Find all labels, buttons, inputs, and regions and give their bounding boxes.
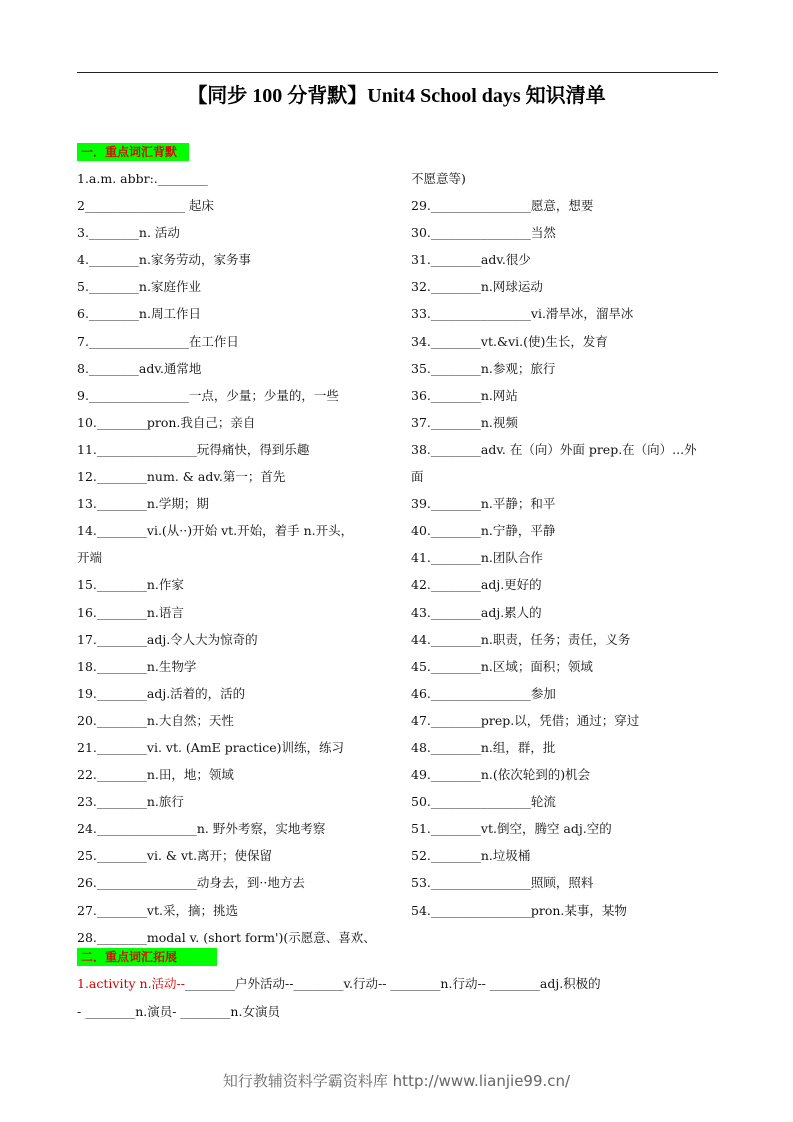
extension-line-1-rest: ________户外活动--________v.行动-- ________n.行动-- ________adj.积极的 xyxy=(185,976,601,991)
vocab-line: 14.________vi.(从··)开始 vt.开始，着手 n.开头， xyxy=(77,523,354,539)
vocab-line: 47.________prep.以，凭借；通过；穿过 xyxy=(411,712,640,728)
vocab-line: 28.________modal v. (short form')(示愿意、喜欢、 xyxy=(77,929,376,945)
footer-watermark: 知行教辅资料学霸资料库 http://www.lianjie99.cn/ xyxy=(222,1072,571,1090)
vocab-line: 19.________adj.活着的，活的 xyxy=(77,685,246,701)
vocab-line: 7.________________在工作日 xyxy=(77,333,239,349)
vocab-line: 44.________n.职责，任务；责任，义务 xyxy=(411,631,631,647)
vocab-line: 1.a.m. abbr:.________ xyxy=(77,171,208,186)
vocab-line: 8.________adv.通常地 xyxy=(77,360,202,376)
vocab-line: 45.________n.区域；面积；领域 xyxy=(411,658,593,674)
vocab-line: 36.________n.网站 xyxy=(411,387,518,403)
vocab-line: 17.________adj.令人大为惊奇的 xyxy=(77,631,258,647)
vocab-line: 27.________vt.采，摘；挑选 xyxy=(77,902,238,918)
vocab-line: 33.________________vi.滑旱冰，溜旱冰 xyxy=(411,306,634,322)
extension-headword: 1.activity n.活动-- xyxy=(77,976,185,991)
vocab-line: 不愿意等) xyxy=(411,171,466,186)
vocab-line: 50.________________轮流 xyxy=(411,794,556,810)
vocab-line: 6.________n.周工作日 xyxy=(77,306,201,322)
vocab-line: 32.________n.网球运动 xyxy=(411,279,543,295)
vocab-line: 30.________________当然 xyxy=(411,225,556,241)
vocab-line: 22.________n.田，地；领域 xyxy=(77,767,234,783)
vocab-line: 54.________________pron.某事，某物 xyxy=(411,902,627,918)
vocab-line: 39.________n.平静；和平 xyxy=(411,496,556,512)
vocab-line: 41.________n.团队合作 xyxy=(411,550,543,566)
extension-line-1 xyxy=(77,974,601,992)
vocab-line: 29.________________愿意，想要 xyxy=(411,198,594,214)
section-heading-extension: 二．重点词汇拓展 xyxy=(77,948,217,966)
vocab-line: 21.________vi. vt. (AmE practice)训练，练习 xyxy=(77,739,344,755)
vocab-line: 9.________________一点，少量；少量的，一些 xyxy=(77,387,339,403)
vocab-line: 48.________n.组，群，批 xyxy=(411,739,556,755)
vocab-line: 开端 xyxy=(77,550,103,566)
vocab-line: 52.________n.垃圾桶 xyxy=(411,848,531,864)
vocab-line: 43.________adj.累人的 xyxy=(411,604,542,620)
vocab-line: 面 xyxy=(411,469,424,485)
vocab-column-left xyxy=(77,165,397,951)
section-heading-vocab: 一．重点词汇背默 xyxy=(77,143,189,161)
vocab-line: 12.________num. & adv.第一；首先 xyxy=(77,469,286,485)
vocab-line: 37.________n.视频 xyxy=(411,414,518,430)
vocab-line: 16.________n.语言 xyxy=(77,604,184,620)
vocab-line: 3.________n. 活动 xyxy=(77,225,180,241)
vocab-line: 18.________n.生物学 xyxy=(77,658,197,674)
vocab-line: 4.________n.家务劳动，家务事 xyxy=(77,252,251,268)
vocab-line: 2________________ 起床 xyxy=(77,198,214,214)
vocab-line: 24.________________n. 野外考察，实地考察 xyxy=(77,821,326,837)
vocab-line: 13.________n.学期；期 xyxy=(77,496,209,512)
vocab-line: 53.________________照顾，照料 xyxy=(411,875,594,891)
vocab-line: 42.________adj.更好的 xyxy=(411,577,542,593)
vocab-line: 20.________n.大自然；天性 xyxy=(77,712,234,728)
vocab-line: 15.________n.作家 xyxy=(77,577,184,593)
vocab-line: 25.________vi. & vt.离开；使保留 xyxy=(77,848,273,864)
vocab-column-right xyxy=(411,165,721,924)
header-rule xyxy=(77,72,718,73)
vocab-line: 5.________n.家庭作业 xyxy=(77,279,201,295)
vocab-line: 40.________n.宁静，平静 xyxy=(411,523,556,539)
vocab-line: 35.________n.参观；旅行 xyxy=(411,360,556,376)
vocab-line: 23.________n.旅行 xyxy=(77,794,184,810)
vocab-line: 49.________n.(依次轮到的)机会 xyxy=(411,767,591,783)
vocab-line: 11.________________玩得痛快，得到乐趣 xyxy=(77,441,310,457)
page-title: 【同步 100 分背默】Unit4 School days 知识清单 xyxy=(187,85,606,107)
vocab-line: 51.________vt.倒空，腾空 adj.空的 xyxy=(411,821,612,837)
vocab-line: 46.________________参加 xyxy=(411,685,556,701)
vocab-line: 34.________vt.&vi.(使)生长，发育 xyxy=(411,333,608,349)
vocab-line: 31.________adv.很少 xyxy=(411,252,531,268)
vocab-line: 26.________________动身去，到··地方去 xyxy=(77,875,305,891)
vocab-line: 38.________adv. 在（向）外面 prep.在（向）...外 xyxy=(411,441,697,457)
extension-line-2: - ________n.演员- ________n.女演员 xyxy=(77,1004,280,1019)
vocab-line: 10.________pron.我自己；亲自 xyxy=(77,414,256,430)
